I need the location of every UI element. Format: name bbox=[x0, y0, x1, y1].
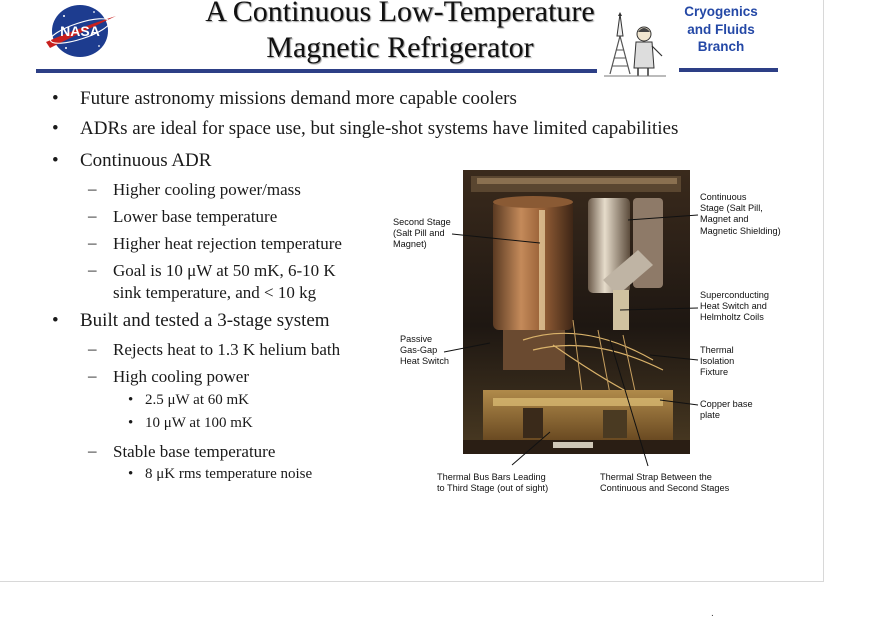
sub-bullet-text: Lower base temperature bbox=[113, 207, 278, 226]
nasa-logo-text: NASA bbox=[60, 23, 100, 39]
sub-bullet-text: sink temperature, and < 10 kg bbox=[113, 283, 317, 302]
sub-bullet-text: Rejects heat to 1.3 K helium bath bbox=[113, 340, 341, 359]
sub-sub-bullet-text: 8 μK rms temperature noise bbox=[145, 466, 313, 482]
stray-mark: . bbox=[711, 608, 714, 619]
bullet-marker: • bbox=[128, 392, 134, 408]
bullet-text: ADRs are ideal for space use, but single-shot systems have limited capabilities bbox=[80, 118, 679, 139]
annotation-passive-gas-gap: Passive Gas-Gap Heat Switch bbox=[400, 334, 450, 367]
bullet-text: Built and tested a 3-stage system bbox=[80, 310, 330, 331]
annotation-thermal-isolation: Thermal Isolation Fixture bbox=[700, 345, 735, 378]
title-underline bbox=[36, 69, 597, 73]
bullet-marker: • bbox=[128, 415, 134, 431]
bullet-marker: • bbox=[52, 150, 59, 171]
bullet-marker: • bbox=[52, 88, 59, 109]
title-line-1: A Continuous Low-Temperature bbox=[205, 0, 595, 28]
nasa-logo bbox=[42, 2, 120, 60]
branch-line-3: Branch bbox=[697, 39, 745, 54]
branch-line-2: and Fluids bbox=[687, 21, 755, 37]
branch-line-1: Cryogenics bbox=[684, 4, 758, 19]
annotation-superconducting-switch: Superconducting Heat Switch and Helmholtz Coils bbox=[700, 290, 769, 323]
sub-bullet-text: Goal is 10 μW at 50 mK, 6-10 K bbox=[113, 261, 336, 280]
bullet-marker: • bbox=[128, 466, 134, 482]
dash-marker: – bbox=[88, 179, 97, 198]
dash-marker: – bbox=[88, 339, 97, 358]
bullet-text: Future astronomy missions demand more capable coolers bbox=[80, 88, 517, 109]
annotation-thermal-strap: Thermal Strap Between the Continuous and Second Stages bbox=[600, 472, 730, 494]
cartoon-figure-illustration bbox=[600, 6, 670, 78]
branch-label bbox=[676, 3, 766, 56]
sub-bullet-text: Higher cooling power/mass bbox=[113, 180, 301, 199]
annotation-bus-bars: Thermal Bus Bars Leading to Third Stage (out of sight) bbox=[437, 472, 549, 494]
sub-bullet-text: Stable base temperature bbox=[113, 442, 276, 461]
sub-sub-bullet-text: 10 μW at 100 mK bbox=[145, 415, 253, 431]
sub-bullet-text: Higher heat rejection temperature bbox=[113, 234, 342, 253]
annotation-copper-base: Copper base plate bbox=[700, 399, 753, 421]
branch-underline bbox=[679, 68, 778, 72]
sub-bullet-text: High cooling power bbox=[113, 367, 249, 386]
bullet-marker: • bbox=[52, 118, 59, 139]
dash-marker: – bbox=[88, 260, 97, 279]
title-line-2: Magnetic Refrigerator bbox=[266, 31, 534, 64]
annotation-second-stage: Second Stage (Salt Pill and Magnet) bbox=[393, 217, 451, 250]
bullet-text: Continuous ADR bbox=[80, 150, 212, 171]
page-title bbox=[160, 0, 640, 66]
annotation-continuous-stage: Continuous Stage (Salt Pill, Magnet and Magnetic Shielding) bbox=[700, 192, 781, 236]
dash-marker: – bbox=[88, 441, 97, 460]
dash-marker: – bbox=[88, 233, 97, 252]
dash-marker: – bbox=[88, 366, 97, 385]
bullet-marker: • bbox=[52, 310, 59, 331]
dash-marker: – bbox=[88, 206, 97, 225]
sub-sub-bullet-text: 2.5 μW at 60 mK bbox=[145, 392, 250, 408]
